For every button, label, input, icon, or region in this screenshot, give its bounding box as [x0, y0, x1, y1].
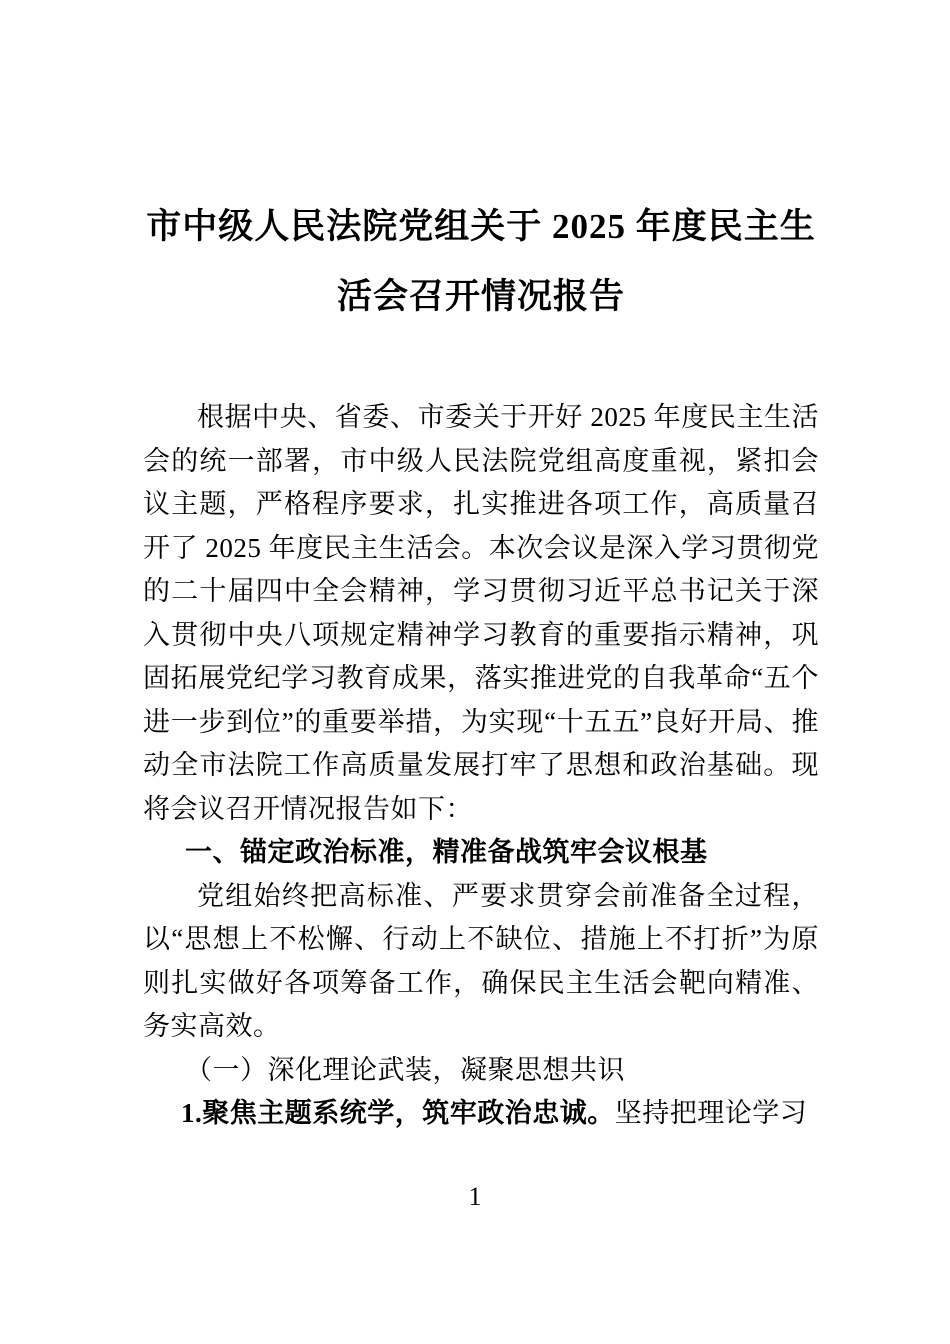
page-number: 1: [468, 1182, 482, 1211]
subsection-heading-1-1: （一）深化理论武装，凝聚思想共识: [185, 1054, 625, 1085]
numbered-item-body: 坚持把理论学习: [614, 1098, 808, 1128]
document-body: [143, 396, 819, 1136]
document-title: 市中级人民法院党组关于 2025 年度民主生活会召开情况报告: [146, 207, 816, 316]
paragraph-numbered-1: [143, 1092, 819, 1136]
section-heading-1: 一、锚定政治标准，精准备战筑牢会议根基: [185, 837, 708, 867]
page-footer: [0, 1180, 950, 1214]
document-content: [143, 192, 819, 1136]
paragraph-section-1-intro: 党组始终把高标准、严要求贯穿会前准备全过程，以“思想上不松懈、行动上不缺位、措施上不打折”为原则扎实做好各项筹备工作，确保民主生活会靶向精准、务实高效。: [143, 880, 819, 1041]
paragraph-intro: 根据中央、省委、市委关于开好 2025 年度民主生活会的统一部署，市中级人民法院党组高度重视，紧扣会议主题，严格程序要求，扎实推进各项工作，高质量召开了 2025 年度民主生活会。本次会议是深入学习贯彻党的二十届四中全会精神，学习贯彻习近平总书记关于深入贯彻中央八项规定精神学习教育的重要指示精神，巩固拓展党纪学习教育成果，落实推进党的自我革命“五个进一步到位”的重要举措，为实现“十五五”良好开局、推动全市法院工作高质量发展打牢了思想和政治基础。现将会议召开情况报告如下：: [143, 402, 819, 824]
numbered-item-lead: 1.聚焦主题系统学，筑牢政治忠诚。: [181, 1098, 615, 1128]
